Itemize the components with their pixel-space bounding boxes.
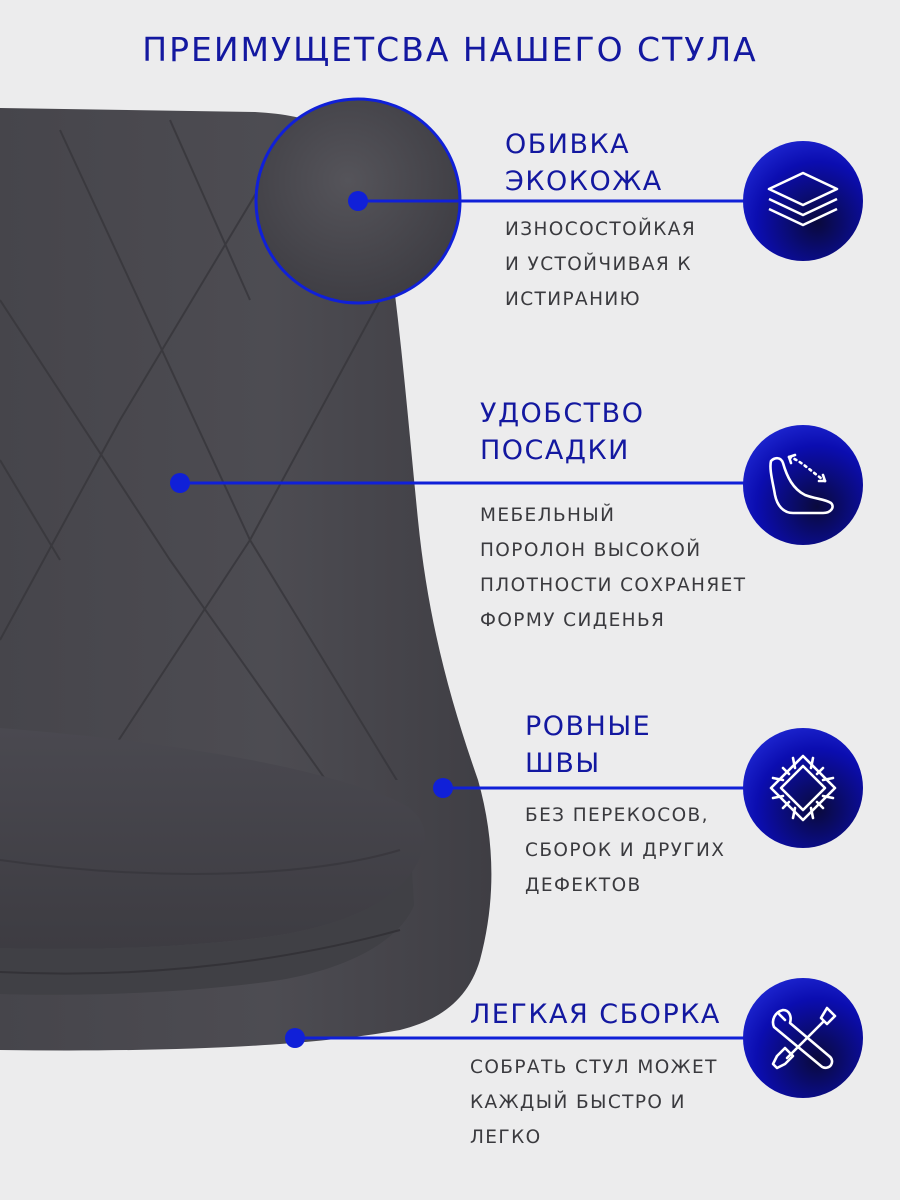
stitched-patch-icon bbox=[743, 728, 863, 848]
seat-icon bbox=[743, 425, 863, 545]
feature-seams-description: БЕЗ ПЕРЕКОСОВ, СБОРОК И ДРУГИХ ДЕФЕКТОВ bbox=[525, 805, 726, 896]
tools-icon bbox=[743, 978, 863, 1098]
feature-seams-title: РОВНЫЕ ШВЫ bbox=[525, 711, 652, 779]
feature-upholstery-description: ИЗНОСОСТОЙКАЯ И УСТОЙЧИВАЯ К ИСТИРАНИЮ bbox=[505, 219, 697, 310]
feature-comfort-description: МЕБЕЛЬНЫЙ ПОРОЛОН ВЫСОКОЙ ПЛОТНОСТИ СОХРАНЯЕТ ФОРМУ СИДЕНЬЯ bbox=[480, 505, 747, 631]
page-title: ПРЕИМУЩЕТСВА НАШЕГО СТУЛА bbox=[142, 30, 758, 69]
layers-icon bbox=[743, 141, 863, 261]
feature-assembly-title: ЛЕГКАЯ СБОРКА bbox=[470, 999, 721, 1030]
feature-comfort-title: УДОБСТВО ПОСАДКИ bbox=[480, 398, 645, 466]
feature-assembly-description: СОБРАТЬ СТУЛ МОЖЕТ КАЖДЫЙ БЫСТРО И ЛЕГКО bbox=[470, 1057, 718, 1148]
feature-upholstery-title: ОБИВКА ЭКОКОЖА bbox=[505, 129, 663, 197]
